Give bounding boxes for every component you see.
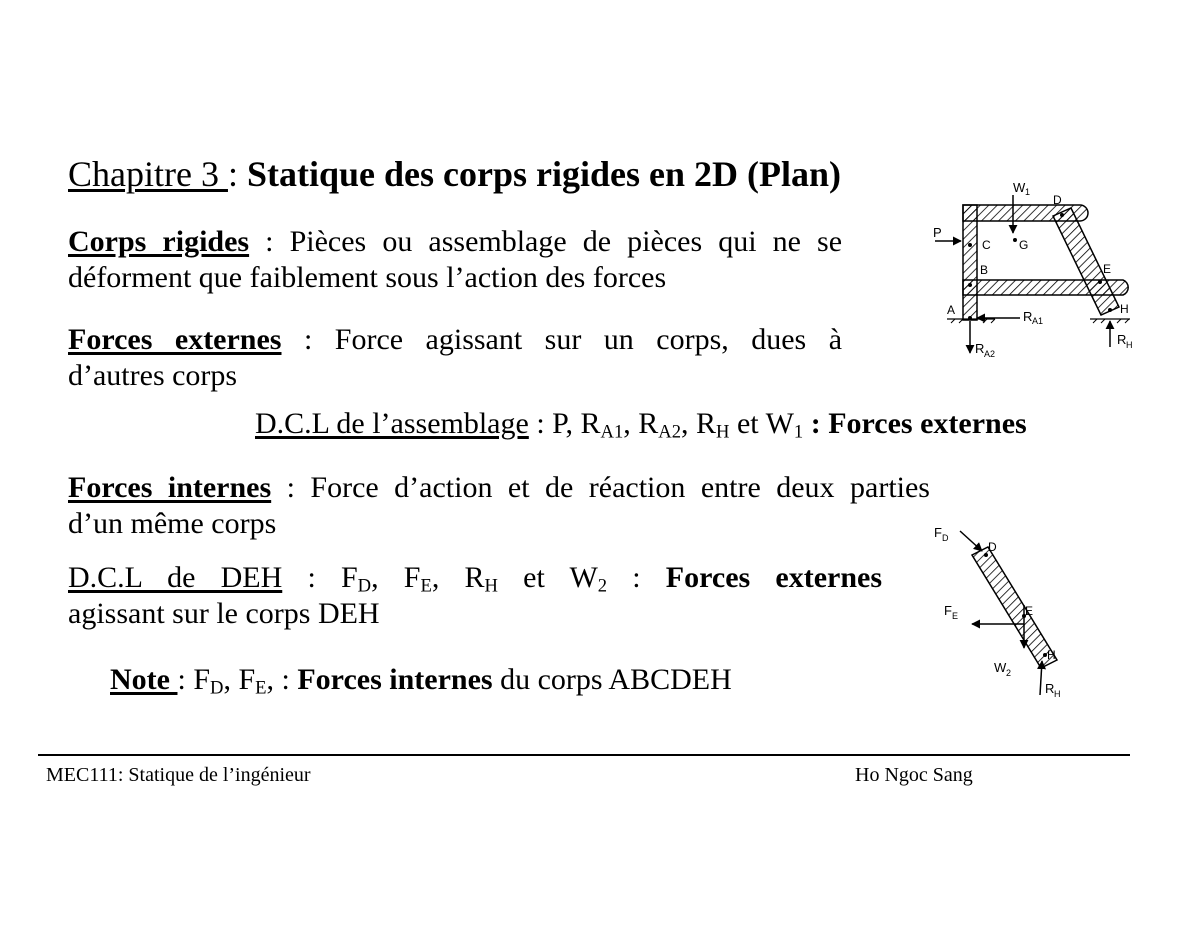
label-rh2: R xyxy=(1045,681,1055,696)
label-ra1: R xyxy=(1023,309,1033,324)
svg-text:E: E xyxy=(952,611,959,621)
svg-text:G: G xyxy=(1019,238,1029,252)
svg-text:C: C xyxy=(982,238,991,252)
fbd-deh-paragraph: D.C.L de DEH : $F_D$, $F_E$, $R_H$ et $W_2$ : Forces externes agissant sur le corps DEH xyxy=(68,561,883,630)
label-fe: F xyxy=(944,603,952,618)
svg-text:A: A xyxy=(947,303,956,317)
rigid-bodies-term: Corps rigides xyxy=(68,225,250,258)
rigid-bodies-paragraph: Corps rigides : Pièces ou assemblage de pièces qui ne se déforment que faiblement sous l’action des forces xyxy=(68,225,843,294)
svg-text:D: D xyxy=(942,533,949,543)
svg-text:E: E xyxy=(1103,262,1112,276)
label-ra2: R xyxy=(975,341,985,356)
internal-forces-term: Forces internes xyxy=(68,471,272,504)
assembly-diagram xyxy=(925,175,1185,370)
footer-course: MEC111: Statique de l’ingénieur xyxy=(46,764,311,786)
fbd-assembly-conclusion: : Forces externes xyxy=(803,407,1027,440)
footer-divider xyxy=(38,754,1130,756)
svg-text:A2: A2 xyxy=(984,349,996,359)
external-forces-term: Forces externes xyxy=(68,323,282,356)
deh-diagram xyxy=(930,515,1080,705)
external-forces-paragraph: Forces externes : Force agissant sur un corps, dues à d’autres corps xyxy=(68,323,843,392)
svg-text:D: D xyxy=(1053,193,1062,207)
fbd-deh-label: D.C.L de DEH xyxy=(68,561,283,594)
label-fd: F xyxy=(934,525,942,540)
note-line: Note : $F_D$, $F_E$, : Forces internes du corps ABCDEH xyxy=(110,663,732,699)
fbd-assembly-label: D.C.L de l’assemblage xyxy=(255,407,529,440)
chapter-subject: Statique des corps rigides en 2D (Plan) xyxy=(246,154,841,194)
label-w1: W xyxy=(1013,180,1026,195)
internal-forces-paragraph: Forces internes : Force d’action et de réaction entre deux parties d’un même corps xyxy=(68,471,930,540)
svg-text:A1: A1 xyxy=(1032,316,1044,326)
label-p: P xyxy=(933,225,942,240)
fbd-assembly-line: D.C.L de l’assemblage : P, $R_{A1}$, $R_{A2}$, $R_H$ et $W_1$ : Forces externes xyxy=(255,407,1027,443)
svg-text:1: 1 xyxy=(1025,187,1031,197)
svg-text:E: E xyxy=(1025,604,1034,618)
svg-text:H: H xyxy=(1120,302,1129,316)
chapter-label: Chapitre 3 xyxy=(68,154,228,194)
svg-text:H: H xyxy=(1054,689,1061,699)
svg-text:H: H xyxy=(1126,340,1133,350)
page-title: Chapitre 3 : Statique des corps rigides en 2D (Plan) xyxy=(68,154,841,194)
svg-text:H: H xyxy=(1047,648,1056,662)
note-term: Note xyxy=(110,663,178,696)
footer-author: Ho Ngoc Sang xyxy=(855,764,973,786)
svg-text:B: B xyxy=(980,263,989,277)
label-rh: R xyxy=(1117,332,1127,347)
svg-text:2: 2 xyxy=(1006,668,1012,678)
label-w2: W xyxy=(994,660,1007,675)
svg-text:D: D xyxy=(988,540,997,554)
